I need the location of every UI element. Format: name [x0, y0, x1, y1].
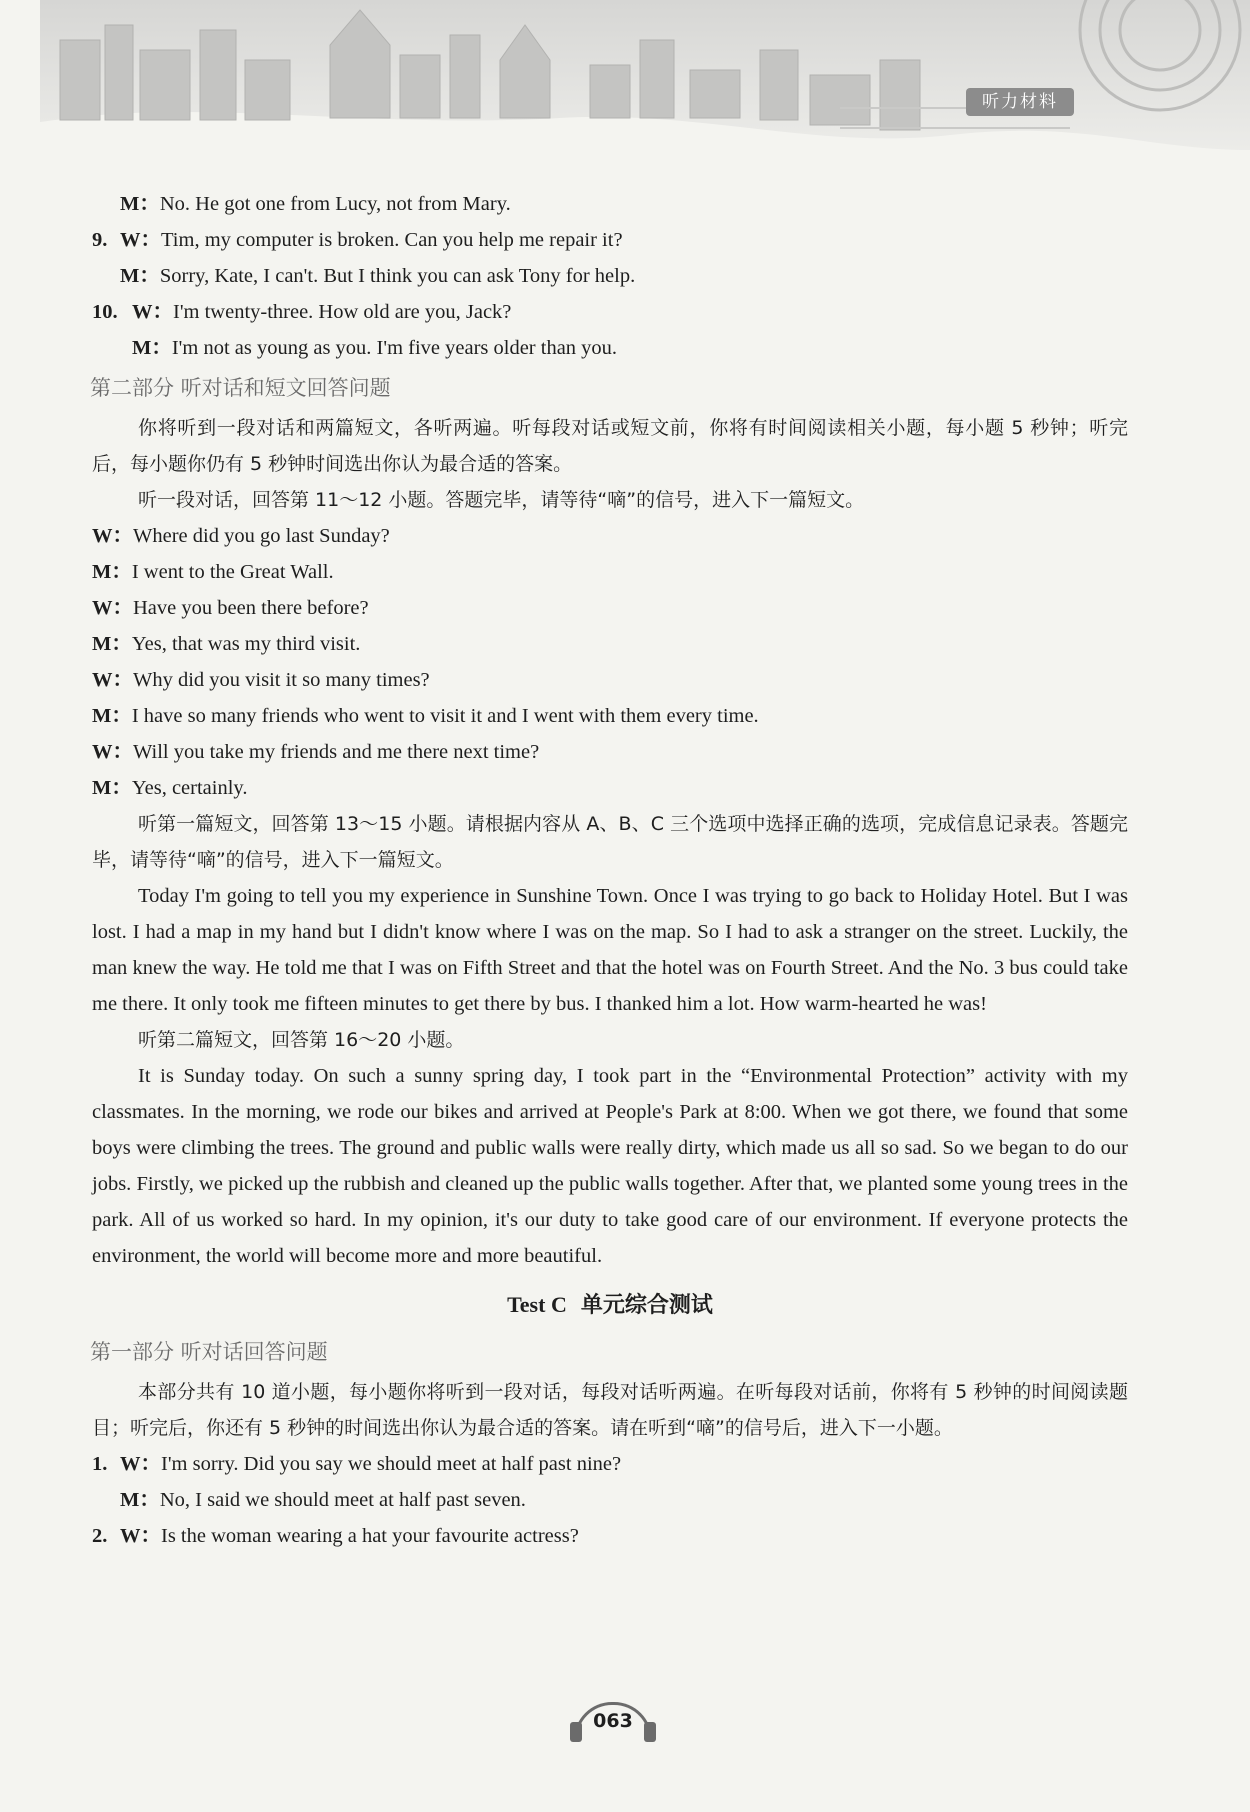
passage1-text: Today I'm going to tell you my experience in Sunshine Town. Once I was trying to go back to Holiday Hotel. But I was lost. I had a map in my hand but I didn't know where I was on the map. So I had to ask a stranger on the street. Luckily, the man knew the way. He told me that I was on Fifth Street and that the hotel was on Fourth Street. And the No. 3 bus could take me there. It only took me fifteen minutes to get there by bus. I thanked him a lot. How warm-hearted he was! [92, 885, 1128, 1015]
speaker-label: W： [132, 301, 173, 323]
passage1-instructions: 听第一篇短文，回答第 13～15 小题。请根据内容从 A、B、C 三个选项中选择正确的选项，完成信息记录表。答题完毕，请等待“嘀”的信号，进入下一篇短文。 [92, 813, 1128, 871]
question-number: 9. [92, 229, 108, 251]
section-instructions: 本部分共有 10 道小题，每小题你将听到一段对话，每段对话听两遍。在听每段对话前，你将有 5 秒钟的时间阅读题目；听完后，你还有 5 秒钟的时间选出你认为最合适的答案。请在听到“嘀”的信号后，进入下一小题。 [92, 1381, 1128, 1439]
dialog-line [92, 1518, 1128, 1554]
headphone-ear-right [644, 1722, 656, 1742]
dialog-text: Is the woman wearing a hat your favourite actress? [161, 1525, 579, 1547]
page-number-text: 063 [593, 1710, 633, 1732]
speaker-label: W： [120, 229, 161, 251]
dialog-text: I went to the Great Wall. [131, 561, 334, 583]
dialog-line [92, 554, 1128, 590]
dialog-line [92, 1482, 1128, 1518]
question-number: 1. [92, 1453, 108, 1475]
speaker-label: W： [120, 1525, 161, 1547]
page-number [574, 1702, 652, 1740]
dialog-line [92, 734, 1128, 770]
dialog-text: Tim, my computer is broken. Can you help me repair it? [161, 229, 623, 251]
speaker-label: M： [120, 193, 160, 215]
speaker-label: W： [92, 525, 133, 547]
test-title-en: Test C [507, 1292, 567, 1317]
dialog-text: No, I said we should meet at half past seven. [159, 1489, 526, 1511]
speaker-label: W： [92, 741, 133, 763]
dialog-line [92, 1446, 1128, 1482]
dialog-text: Will you take my friends and me there next time? [133, 741, 540, 763]
test-title [92, 1280, 1128, 1330]
speaker-label: W： [92, 597, 133, 619]
dialog-text: No. He got one from Lucy, not from Mary. [159, 193, 511, 215]
page-content [92, 186, 1128, 1554]
speaker-label: W： [120, 1453, 161, 1475]
dialog-text: Sorry, Kate, I can't. But I think you can ask Tony for help. [159, 265, 636, 287]
dialog-line [92, 330, 1128, 366]
dialog-text: I'm not as young as you. I'm five years older than you. [171, 337, 618, 359]
listening-material-tag: 听力材料 [966, 88, 1074, 116]
dialog-line [92, 662, 1128, 698]
speaker-label: M： [92, 633, 132, 655]
dialog-line [92, 770, 1128, 806]
dialog-line [92, 258, 1128, 294]
dialog-line [92, 186, 1128, 222]
speaker-label: M： [120, 265, 160, 287]
speaker-label: M： [92, 561, 132, 583]
city-skyline-illustration [0, 0, 1250, 170]
dialog-line [92, 222, 1128, 258]
speaker-label: M： [120, 1489, 160, 1511]
question-number: 10. [92, 301, 118, 323]
section-title: 第一部分 听对话回答问题 [90, 1340, 328, 1364]
dialog-text: I have so many friends who went to visit it and I went with them every time. [131, 705, 759, 727]
question-number: 2. [92, 1525, 108, 1547]
dialog-instructions: 听一段对话，回答第 11～12 小题。答题完毕，请等待“嘀”的信号，进入下一篇短文。 [138, 489, 865, 511]
dialog-line [92, 518, 1128, 554]
dialog-text: Have you been there before? [133, 597, 369, 619]
speaker-label: M： [92, 705, 132, 727]
dialog-text: I'm twenty-three. How old are you, Jack? [173, 301, 512, 323]
dialog-line [92, 590, 1128, 626]
speaker-label: M： [92, 777, 132, 799]
dialog-line [92, 626, 1128, 662]
speaker-label: M： [132, 337, 172, 359]
dialog-text: Where did you go last Sunday? [133, 525, 390, 547]
dialog-text: Yes, that was my third visit. [131, 633, 361, 655]
passage2-text: It is Sunday today. On such a sunny spring day, I took part in the “Environmental Protection” activity with my classmates. In the morning, we rode our bikes and arrived at People's Park at 8:00. When we got there, we found that some boys were climbing the trees. The ground and public walls were really dirty, which made us all so sad. So we began to do our jobs. Firstly, we picked up the rubbish and cleaned up the public walls together. After that, we planted some young trees in the park. All of us worked so hard. In my opinion, it's our duty to take good care of our environment. If everyone protects the environment, the world will become more and more beautiful. [92, 1065, 1128, 1267]
test-title-cn: 单元综合测试 [580, 1293, 713, 1318]
dialog-text: Why did you visit it so many times? [133, 669, 430, 691]
dialog-text: Yes, certainly. [131, 777, 248, 799]
dialog-line [92, 294, 1128, 330]
dialog-line [92, 698, 1128, 734]
passage2-instructions: 听第二篇短文，回答第 16～20 小题。 [138, 1029, 465, 1051]
section-title: 第二部分 听对话和短文回答问题 [90, 376, 391, 400]
headphone-ear-left [570, 1722, 582, 1742]
section-instructions: 你将听到一段对话和两篇短文，各听两遍。听每段对话或短文前，你将有时间阅读相关小题，每小题 5 秒钟；听完后，每小题你仍有 5 秒钟时间选出你认为最合适的答案。 [92, 417, 1128, 475]
dialog-text: I'm sorry. Did you say we should meet at half past nine? [161, 1453, 622, 1475]
speaker-label: W： [92, 669, 133, 691]
page-header [0, 0, 1250, 170]
